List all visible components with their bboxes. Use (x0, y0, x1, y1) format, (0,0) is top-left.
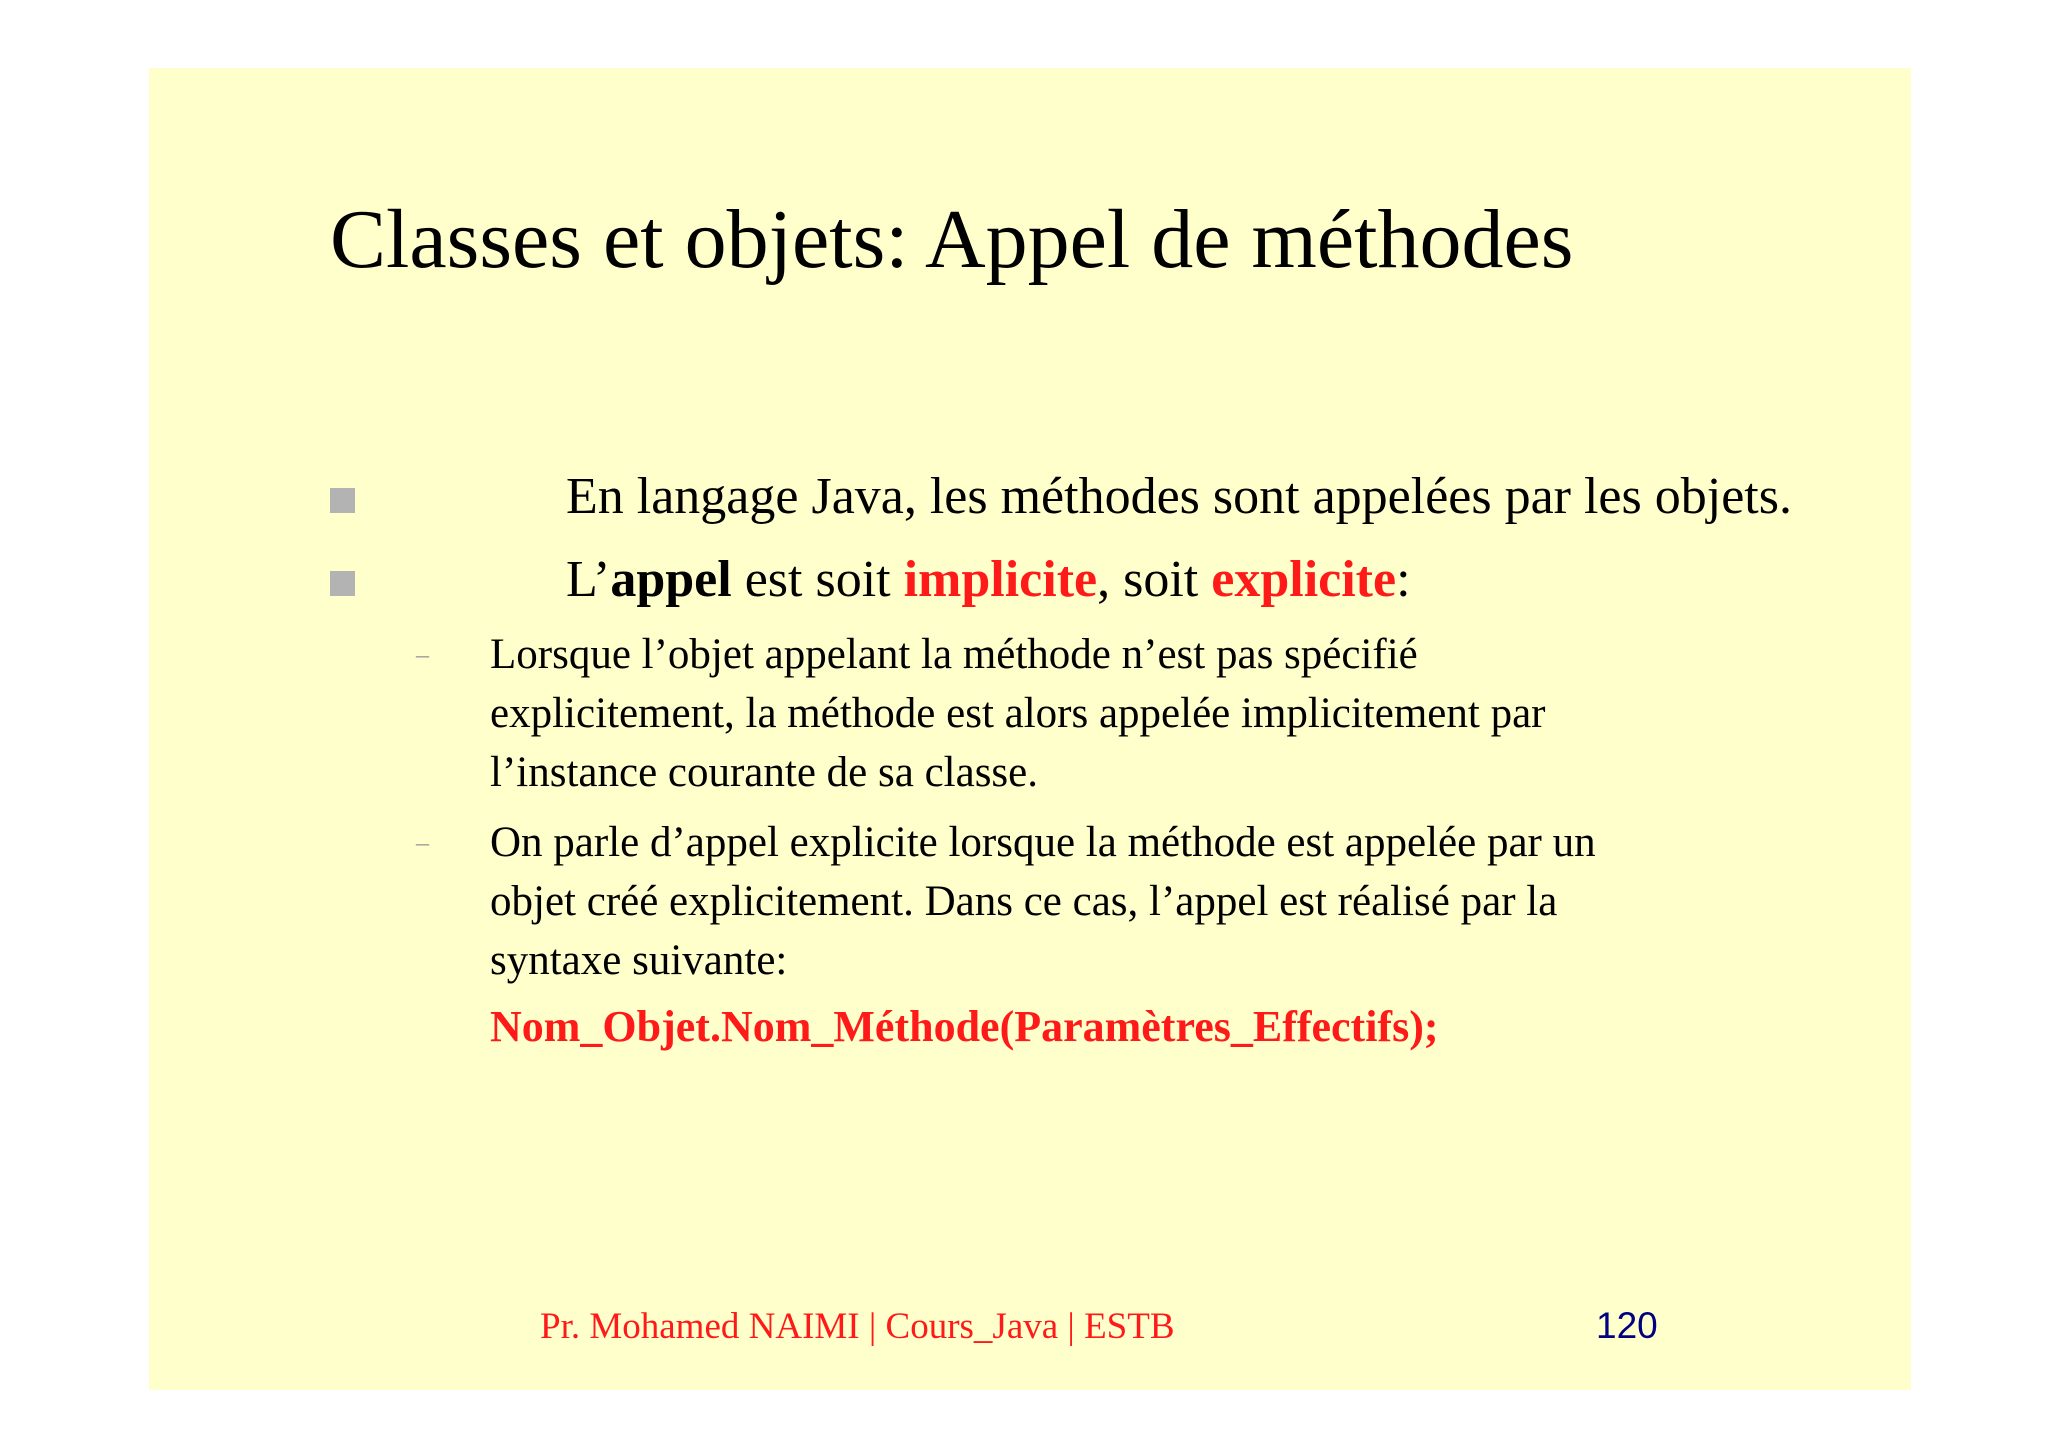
dash-bullet-icon: – (416, 640, 429, 669)
footer-text: Pr. Mohamed NAIMI | Cours_Java | ESTB (540, 1306, 1175, 1347)
appel-word: appel (610, 551, 732, 608)
bullet2-mid2: , soit (1097, 551, 1212, 608)
sub-bullet-1-line-2: explicitement, la méthode est alors appelée implicitement par (490, 690, 1546, 737)
sub-bullet-2-line-2: objet créé explicitement. Dans ce cas, l’appel est réalisé par la (490, 878, 1558, 925)
explicite-word: explicite (1211, 551, 1397, 608)
bullet-text-2 (566, 549, 1411, 611)
sub-bullet-2-text (490, 813, 1790, 990)
sub-bullet-2-line-3: syntaxe suivante: (490, 937, 788, 984)
bullet2-suffix: : (1396, 551, 1411, 608)
bullet-text-1: En langage Java, les méthodes sont appelées par les objets. (566, 468, 1792, 525)
bullet2-mid1: est soit (731, 551, 904, 608)
bullet2-prefix: L’ (566, 551, 611, 608)
sub-bullet-1-line-1: Lorsque l’objet appelant la méthode n’est pas spécifié (490, 631, 1418, 678)
sub-bullet-1-text (490, 625, 1790, 802)
slide (149, 68, 1911, 1390)
square-bullet-icon (330, 571, 355, 596)
sub-bullet-2-line-1: On parle d’appel explicite lorsque la méthode est appelée par un (490, 819, 1596, 866)
implicite-word: implicite (903, 551, 1098, 608)
syntax-code: Nom_Objet.Nom_Méthode(Paramètres_Effectifs); (490, 1002, 1439, 1051)
slide-title: Classes et objets: Appel de méthodes (330, 193, 1574, 286)
square-bullet-icon (330, 488, 355, 513)
sub-bullet-1-line-3: l’instance courante de sa classe. (490, 749, 1038, 796)
page-number: 120 (1596, 1305, 1658, 1346)
dash-bullet-icon: – (416, 828, 429, 857)
